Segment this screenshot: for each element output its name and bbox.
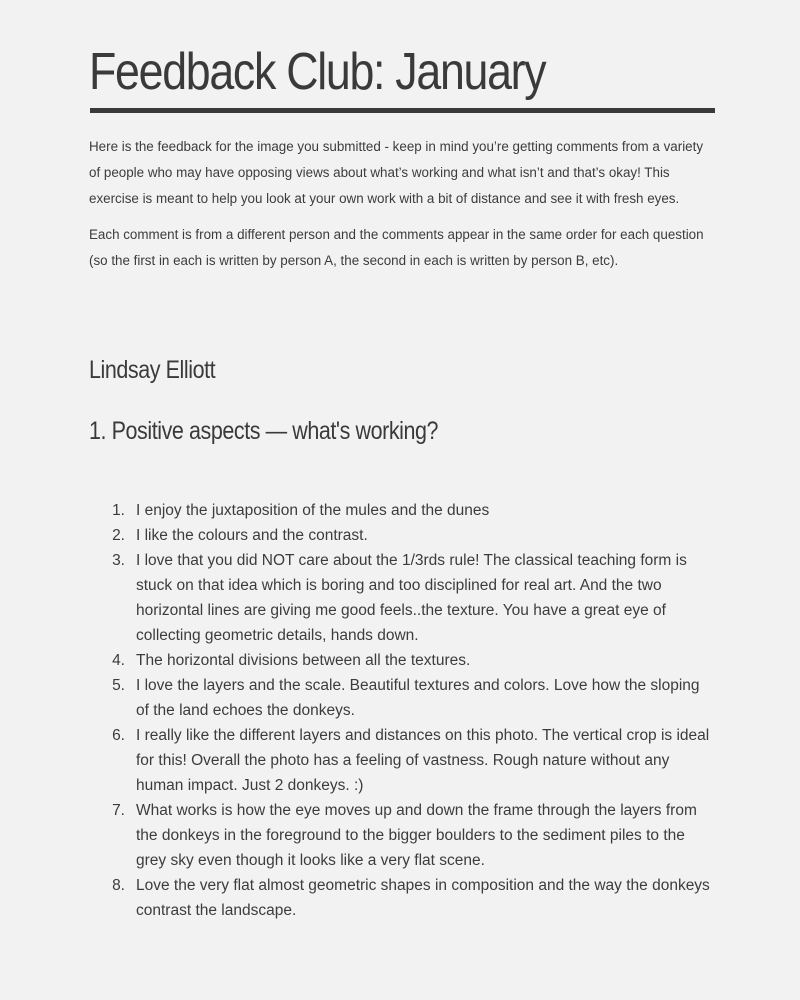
answer-item [89,798,715,873]
answer-text: I love that you did NOT care about the 1/3rds rule! The classical teaching form is stuck on that idea which is boring and too disciplined for real art. And the two horizontal lines are giving me good feels..the texture. You have a great eye of collecting geometric details, hands down. [136,552,687,644]
person-name: Lindsay Elliott [89,356,216,384]
answer-item [89,673,715,723]
intro-paragraph: Here is the feedback for the image you submitted - keep in mind you’re getting comments from a variety of people who may have opposing views about what’s working and what isn’t and that’s okay! This exercise is meant to help you look at your own work with a bit of distance and see it with fresh eyes. [89,139,704,206]
answer-item [89,723,715,798]
answer-number: 3. [112,552,125,569]
answer-item [89,498,715,523]
answer-item [89,523,715,548]
answer-item [89,548,715,648]
feedback-document [89,0,715,923]
answer-text: What works is how the eye moves up and down the frame through the layers from the donkeys in the foreground to the bigger boulders to the sediment piles to the grey sky even though it looks like a very flat scene. [136,802,697,869]
intro-paragraph: Each comment is from a different person and the comments appear in the same order for each question (so the first in each is written by person A, the second in each is written by person B, etc). [89,227,704,268]
answer-text: I like the colours and the contrast. [136,527,368,544]
answer-number: 2. [112,527,125,544]
answer-number: 6. [112,727,125,744]
answer-list [89,498,715,923]
answer-number: 4. [112,652,125,669]
answer-number: 1. [112,502,125,519]
page-title: Feedback Club: January [89,43,546,101]
answer-item [89,873,715,923]
answer-number: 5. [112,677,125,694]
question-heading: 1. Positive aspects — what's working? [89,417,439,445]
answer-number: 8. [112,877,125,894]
title-divider [90,108,715,113]
answer-text: The horizontal divisions between all the textures. [136,652,471,669]
answer-text: I really like the different layers and distances on this photo. The vertical crop is ideal for this! Overall the photo has a feeling of vastness. Rough nature without any human impact. Just 2 donkeys. :) [136,727,710,794]
answer-number: 7. [112,802,125,819]
answer-text: Love the very flat almost geometric shapes in composition and the way the donkeys contrast the landscape. [136,877,710,919]
answer-text: I enjoy the juxtaposition of the mules and the dunes [136,502,490,519]
answer-item [89,648,715,673]
answer-text: I love the layers and the scale. Beautiful textures and colors. Love how the sloping of the land echoes the donkeys. [136,677,700,719]
